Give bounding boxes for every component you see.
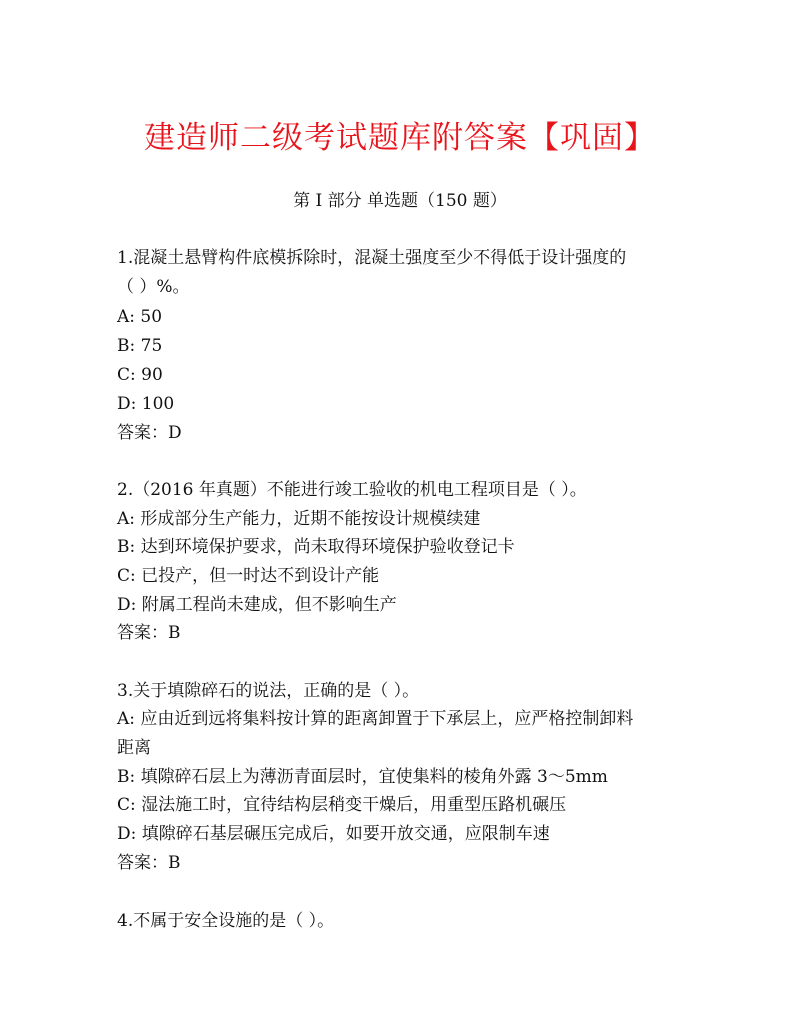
- question-1-option-a: A: 50: [117, 307, 163, 327]
- question-3-option-b: B: 填隙碎石层上为薄沥青面层时，宜使集料的棱角外露 3～5mm: [117, 767, 608, 787]
- question-3-answer: 答案：B: [117, 853, 181, 873]
- section-heading: 第 I 部分 单选题（150 题）: [293, 191, 507, 211]
- question-2-answer: 答案：B: [117, 623, 181, 643]
- question-3-option-c: C: 湿法施工时，宜待结构层稍变干燥后，用重型压路机碾压: [117, 795, 567, 815]
- question-1-stem-cont: （ ）%。: [117, 277, 190, 297]
- question-4-stem: 4.不属于安全设施的是（ ）。: [117, 911, 335, 931]
- question-1-stem: 1.混凝土悬臂构件底模拆除时，混凝土强度至少不得低于设计强度的: [117, 248, 627, 268]
- question-3-option-d: D: 填隙碎石基层碾压完成后，如要开放交通，应限制车速: [117, 824, 550, 844]
- question-1-answer: 答案：D: [117, 423, 182, 443]
- question-1-option-d: D: 100: [117, 394, 175, 414]
- question-1-option-b: B: 75: [117, 336, 163, 356]
- question-1-option-c: C: 90: [117, 365, 163, 385]
- question-2-stem: 2.（2016 年真题）不能进行竣工验收的机电工程项目是（ ）。: [117, 480, 587, 500]
- question-3-option-a: A: 应由近到远将集料按计算的距离卸置于下承层上，应严格控制卸料: [117, 709, 634, 729]
- question-2-option-d: D: 附属工程尚未建成，但不影响生产: [117, 595, 397, 615]
- question-2-option-c: C: 已投产，但一时达不到设计产能: [117, 566, 380, 586]
- question-2-option-b: B: 达到环境保护要求，尚未取得环境保护验收登记卡: [117, 537, 515, 557]
- question-2-option-a: A: 形成部分生产能力，近期不能按设计规模续建: [117, 509, 481, 529]
- document-title: 建造师二级考试题库附答案【巩固】: [144, 120, 656, 156]
- question-3-option-a-cont: 距离: [117, 738, 151, 758]
- question-3-stem: 3.关于填隙碎石的说法，正确的是（ ）。: [117, 681, 420, 701]
